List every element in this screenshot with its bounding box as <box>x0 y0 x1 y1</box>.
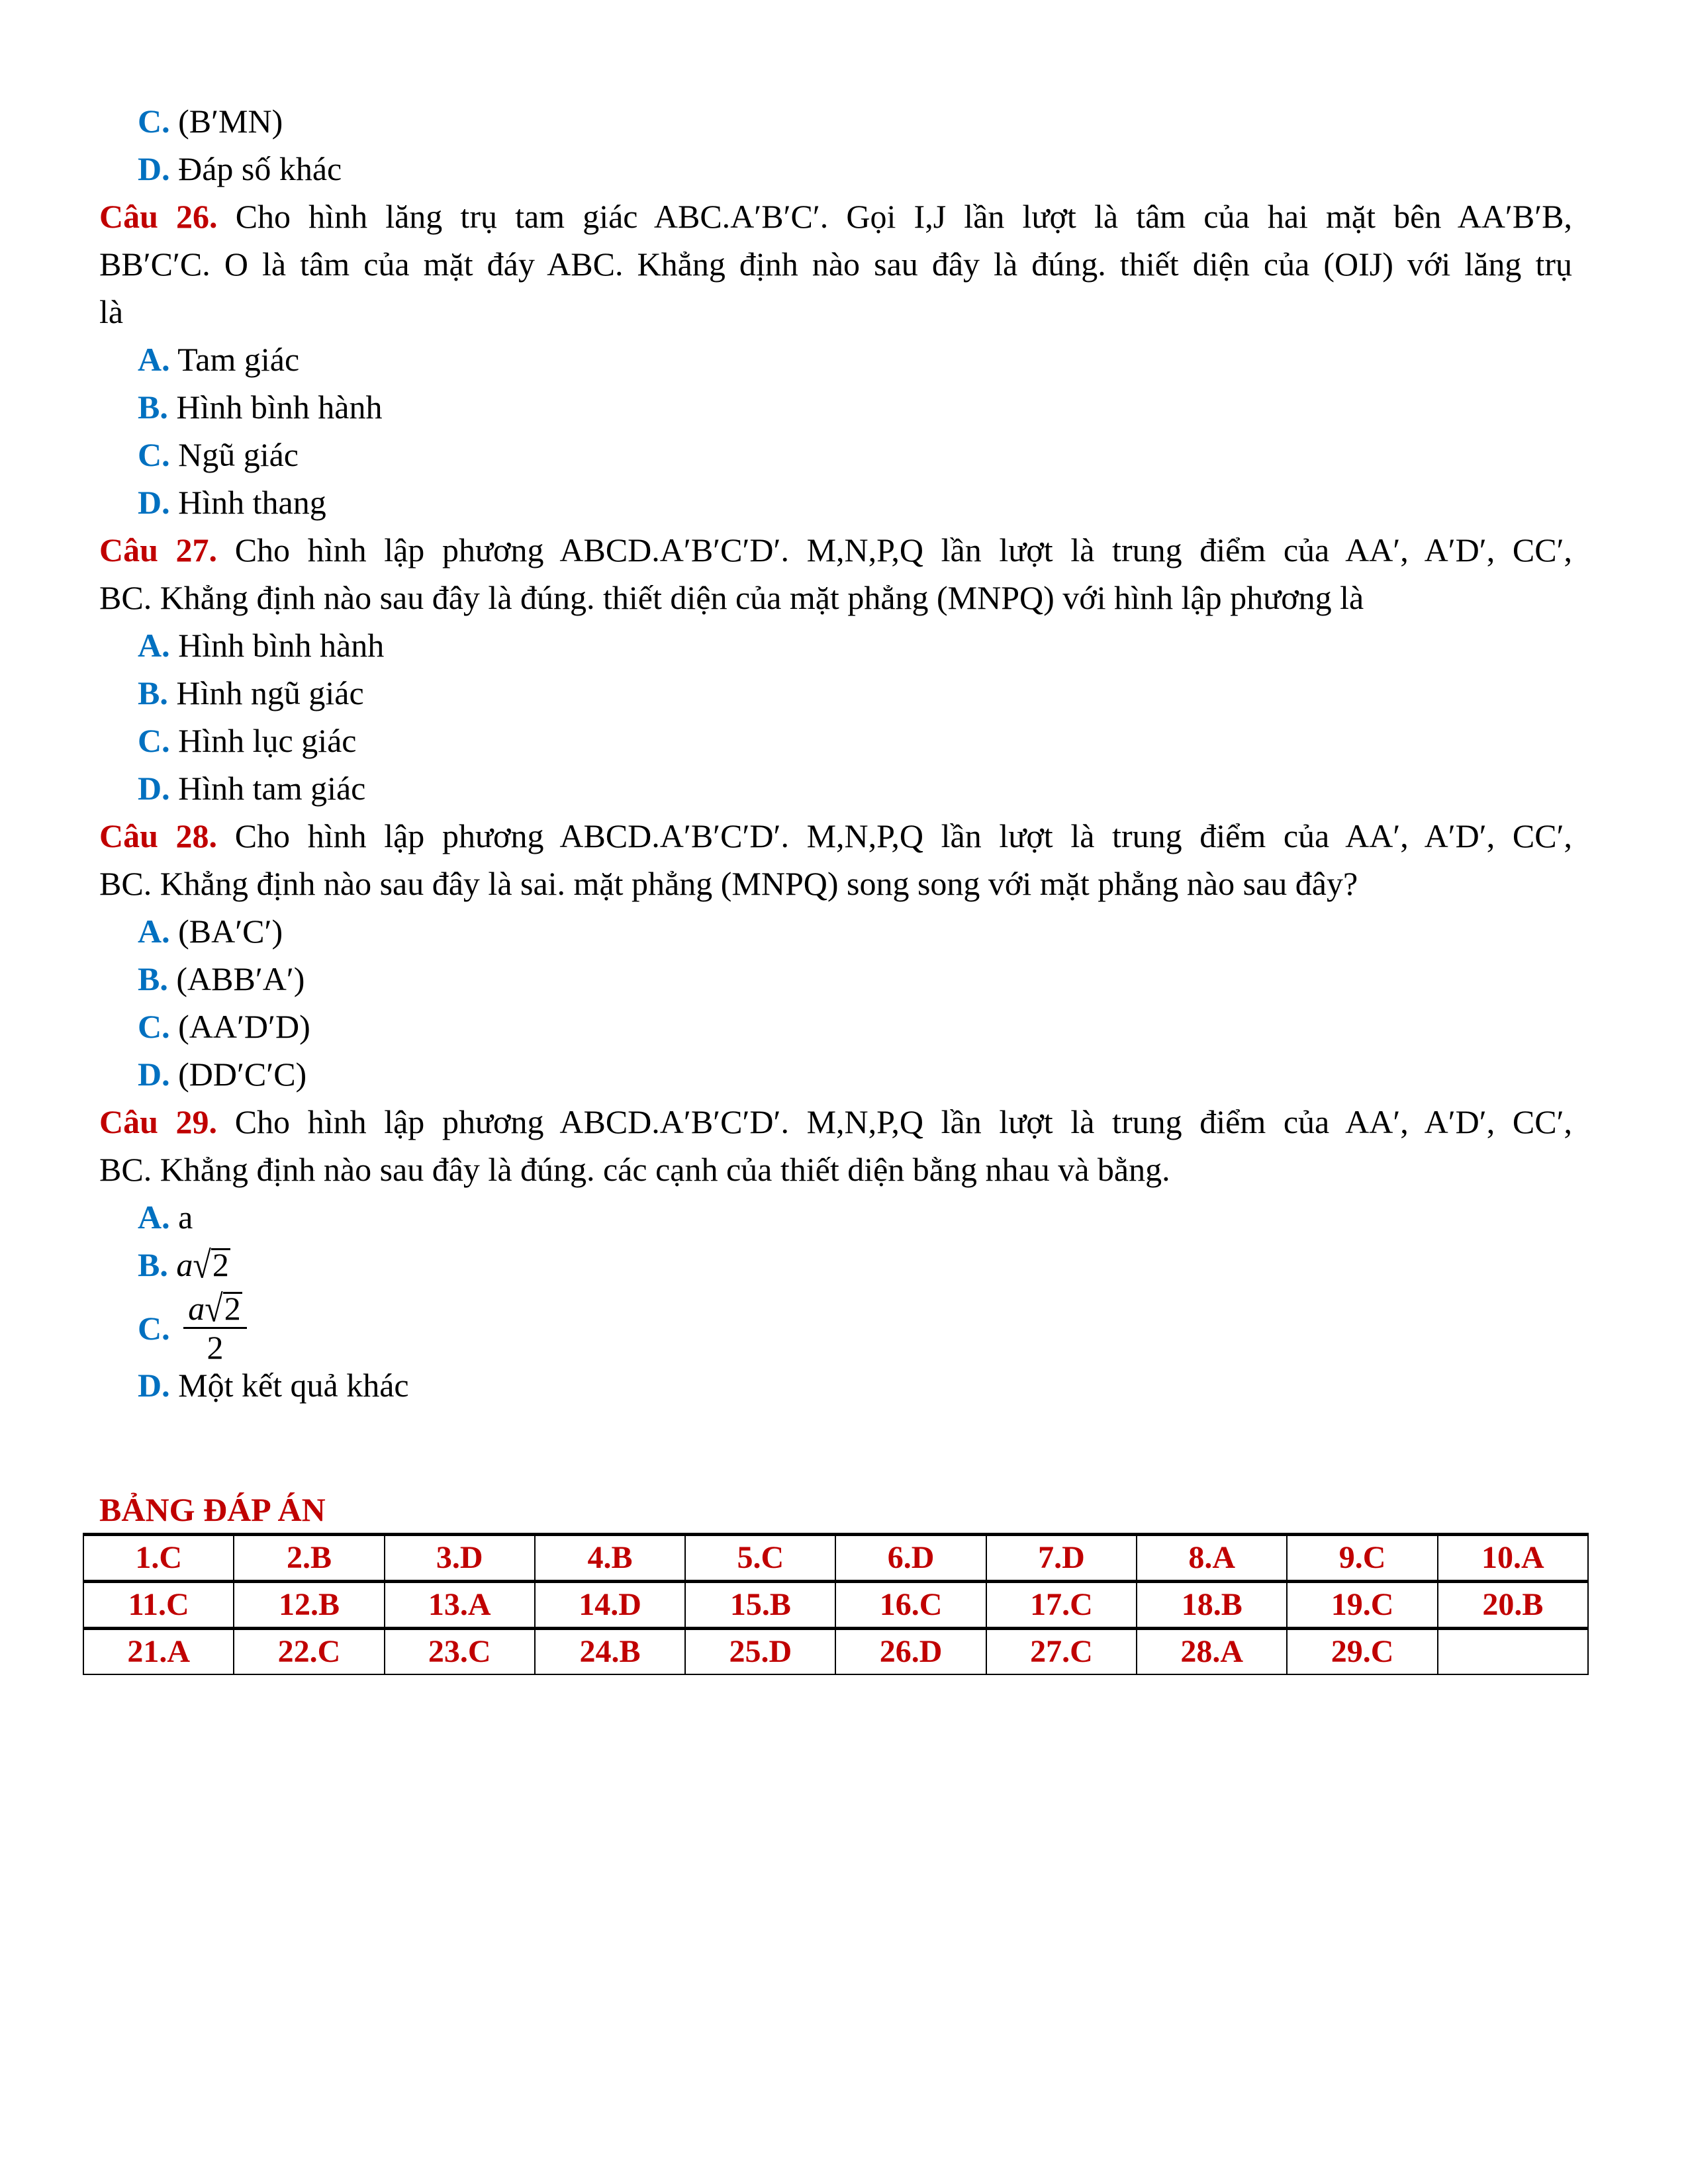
table-row <box>83 1582 1588 1629</box>
option-c: C. Ngũ giác <box>138 436 299 473</box>
answer-cell: 4.B <box>535 1535 685 1582</box>
question-label: Câu 28. <box>99 817 218 854</box>
answer-cell: 15.B <box>685 1582 835 1629</box>
option-b: B. a√2 <box>99 1241 1572 1289</box>
question-stem-line: Câu 28. Cho hình lập phương ABCD.A′B′C′D′. M,N,P,Q lần lượt là trung điểm của AA′, A′D′, CC′, <box>99 817 1572 854</box>
fraction-denominator: 2 <box>207 1329 224 1366</box>
answer-cell: 12.B <box>234 1582 384 1629</box>
option-b: B. (ABB′A′) <box>138 960 305 997</box>
question-label: Câu 29. <box>99 1103 218 1140</box>
answer-cell: 22.C <box>234 1629 384 1675</box>
question-27 <box>99 526 1572 812</box>
answer-key-title: BẢNG ĐÁP ÁN <box>99 1491 326 1528</box>
answer-key-table <box>83 1533 1589 1675</box>
question-stem-line: BC. Khẳng định nào sau đây là sai. mặt phẳng (MNPQ) song song với mặt phẳng nào sau đây? <box>99 865 1358 902</box>
answer-cell: 9.C <box>1287 1535 1437 1582</box>
answer-cell: 14.D <box>535 1582 685 1629</box>
question-29 <box>99 1098 1572 1409</box>
answer-cell: 23.C <box>385 1629 535 1675</box>
answer-cell <box>1438 1629 1588 1675</box>
option-d: D. Hình tam giác <box>138 770 366 807</box>
option-a: A. Hình bình hành <box>138 627 385 664</box>
answer-cell: 20.B <box>1438 1582 1588 1629</box>
question-list <box>99 97 1572 1409</box>
option-c: C. Hình lục giác <box>138 722 357 759</box>
table-row <box>83 1535 1588 1582</box>
question-stem-line: BC. Khẳng định nào sau đây là đúng. các cạnh của thiết diện bằng nhau và bằng. <box>99 1151 1170 1188</box>
option-c: C. $\frac{a√2}{2}$ <box>99 1289 1572 1367</box>
question-28 <box>99 812 1572 1098</box>
radical-sign: √ <box>193 1243 211 1287</box>
answer-cell: 25.D <box>685 1629 835 1675</box>
answer-cell: 18.B <box>1137 1582 1287 1629</box>
option-c: C. (B′MN) <box>138 103 283 140</box>
answer-cell: 3.D <box>385 1535 535 1582</box>
option-d: D. Một kết quả khác <box>138 1367 409 1404</box>
question-stem-line: BC. Khẳng định nào sau đây là đúng. thiết diện của mặt phẳng (MNPQ) với hình lập phương là <box>99 579 1364 616</box>
option-c: C. (AA′D′D) <box>138 1008 310 1045</box>
question-stem-line: là <box>99 293 124 330</box>
answer-cell: 28.A <box>1137 1629 1287 1675</box>
answer-cell: 26.D <box>835 1629 986 1675</box>
question-26 <box>99 193 1572 526</box>
answer-cell: 29.C <box>1287 1629 1437 1675</box>
answer-cell: 16.C <box>835 1582 986 1629</box>
math-a-sqrt-2: a√2 <box>176 1246 230 1283</box>
answer-cell: 17.C <box>986 1582 1137 1629</box>
answer-cell: 21.A <box>83 1629 234 1675</box>
question-stem-line: Câu 27. Cho hình lập phương ABCD.A′B′C′D′. M,N,P,Q lần lượt là trung điểm của AA′, A′D′, CC′, <box>99 531 1572 569</box>
table-row <box>83 1629 1588 1675</box>
option-a: A. (BA′C′) <box>138 913 283 950</box>
radical-sign: √ <box>205 1287 223 1330</box>
answer-cell: 8.A <box>1137 1535 1287 1582</box>
question-label: Câu 27. <box>99 531 218 569</box>
answer-cell: 27.C <box>986 1629 1137 1675</box>
answer-cell: 10.A <box>1438 1535 1588 1582</box>
answer-cell: 13.A <box>385 1582 535 1629</box>
answer-cell: 1.C <box>83 1535 234 1582</box>
answer-cell: 19.C <box>1287 1582 1437 1629</box>
option-d: D. (DD′C′C) <box>138 1056 307 1093</box>
option-d: D. Đáp số khác <box>138 150 342 187</box>
answer-cell: 7.D <box>986 1535 1137 1582</box>
fraction-numerator: a√2 <box>183 1290 247 1329</box>
option-d: D. Hình thang <box>138 484 326 521</box>
option-a: A. a <box>138 1199 193 1236</box>
option-b: B. Hình ngũ giác <box>138 674 364 711</box>
answer-cell: 11.C <box>83 1582 234 1629</box>
option-b: B. Hình bình hành <box>138 388 383 426</box>
question-stem-line: BB′C′C. O là tâm của mặt đáy ABC. Khẳng định nào sau đây là đúng. thiết diện của (OIJ) với lăng trụ <box>99 246 1572 283</box>
answer-cell: 6.D <box>835 1535 986 1582</box>
answer-cell: 5.C <box>685 1535 835 1582</box>
math-fraction <box>183 1287 247 1366</box>
answer-cell: 24.B <box>535 1629 685 1675</box>
question-label: Câu 26. <box>99 198 218 235</box>
question-stem-line: Câu 26. Cho hình lăng trụ tam giác ABC.A′B′C′. Gọi I,J lần lượt là tâm của hai mặt bên AA′B′B, <box>99 198 1572 235</box>
option-a: A. Tam giác <box>138 341 300 378</box>
question-stem-line: Câu 29. Cho hình lập phương ABCD.A′B′C′D′. M,N,P,Q lần lượt là trung điểm của AA′, A′D′, CC′, <box>99 1103 1572 1140</box>
answer-cell: 2.B <box>234 1535 384 1582</box>
